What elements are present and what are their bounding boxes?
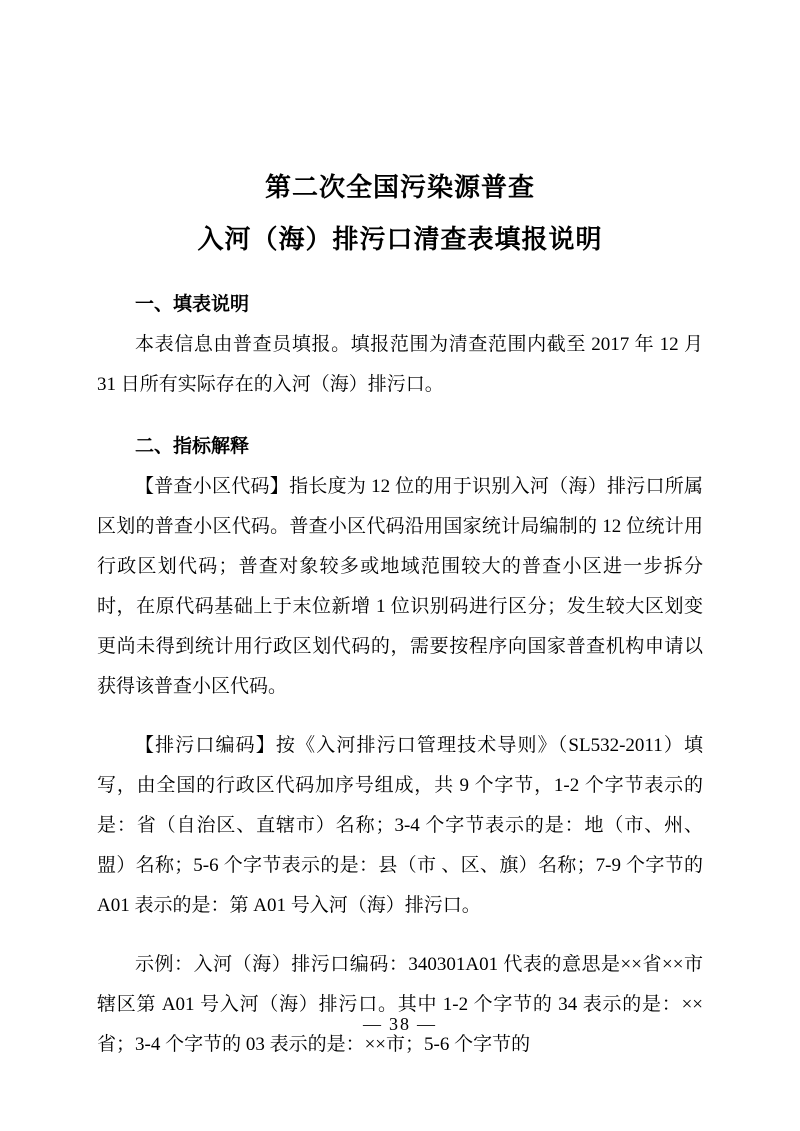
document-title-line-1: 第二次全国污染源普查 (264, 173, 535, 202)
section-heading-filling-instructions: 一、填表说明 (135, 294, 250, 315)
page-number-dash-left: — (363, 1014, 383, 1034)
paragraph-outlet-code-example: 示例：入河（海）排污口编码：340301A01 代表的意思是××省××市辖区第 A01 号入河（海）排污口。其中 1-2 个字节的 34 表示的是：××省；3-4 个字节的 03 表示的是：××市；5-6 个字节的 (97, 954, 703, 1055)
document-body (97, 0, 703, 1084)
paragraph-outlet-code: 【排污口编码】按《入河排污口管理技术导则》（SL532-2011）填写，由全国的行政区代码加序号组成，共 9 个字节，1-2 个字节表示的是：省（自治区、直辖市）名称；3-4 个字节表示的是：地（市、州、盟）名称；5-6 个字节表示的是：县（市 、区、旗）名称；7-9 个字节的 A01 表示的是：第 A01 号入河（海）排污口。 (97, 735, 703, 916)
document-title-line-2: 入河（海）排污口清查表填报说明 (197, 225, 603, 254)
page-number-value: 38 (389, 1014, 411, 1034)
section-heading-indicator-explanation: 二、指标解释 (135, 436, 250, 457)
paragraph-filling-scope: 本表信息由普查员填报。填报范围为清查范围内截至 2017 年 12 月 31 日所有实际存在的入河（海）排污口。 (97, 334, 703, 395)
paragraph-census-district-code: 【普查小区代码】指长度为 12 位的用于识别入河（海）排污口所属区划的普查小区代码。普查小区代码沿用国家统计局编制的 12 位统计用行政区划代码；普查对象较多或地域范围较大的普查小区进一步拆分时，在原代码基础上于末位新增 1 位识别码进行区分；发生较大区划变更尚未得到统计用行政区划代码的，需要按程序向国家普查机构申请以获得该普查小区代码。 (97, 476, 703, 697)
page-number-dash-right: — (417, 1014, 437, 1034)
page-number (0, 1014, 800, 1035)
